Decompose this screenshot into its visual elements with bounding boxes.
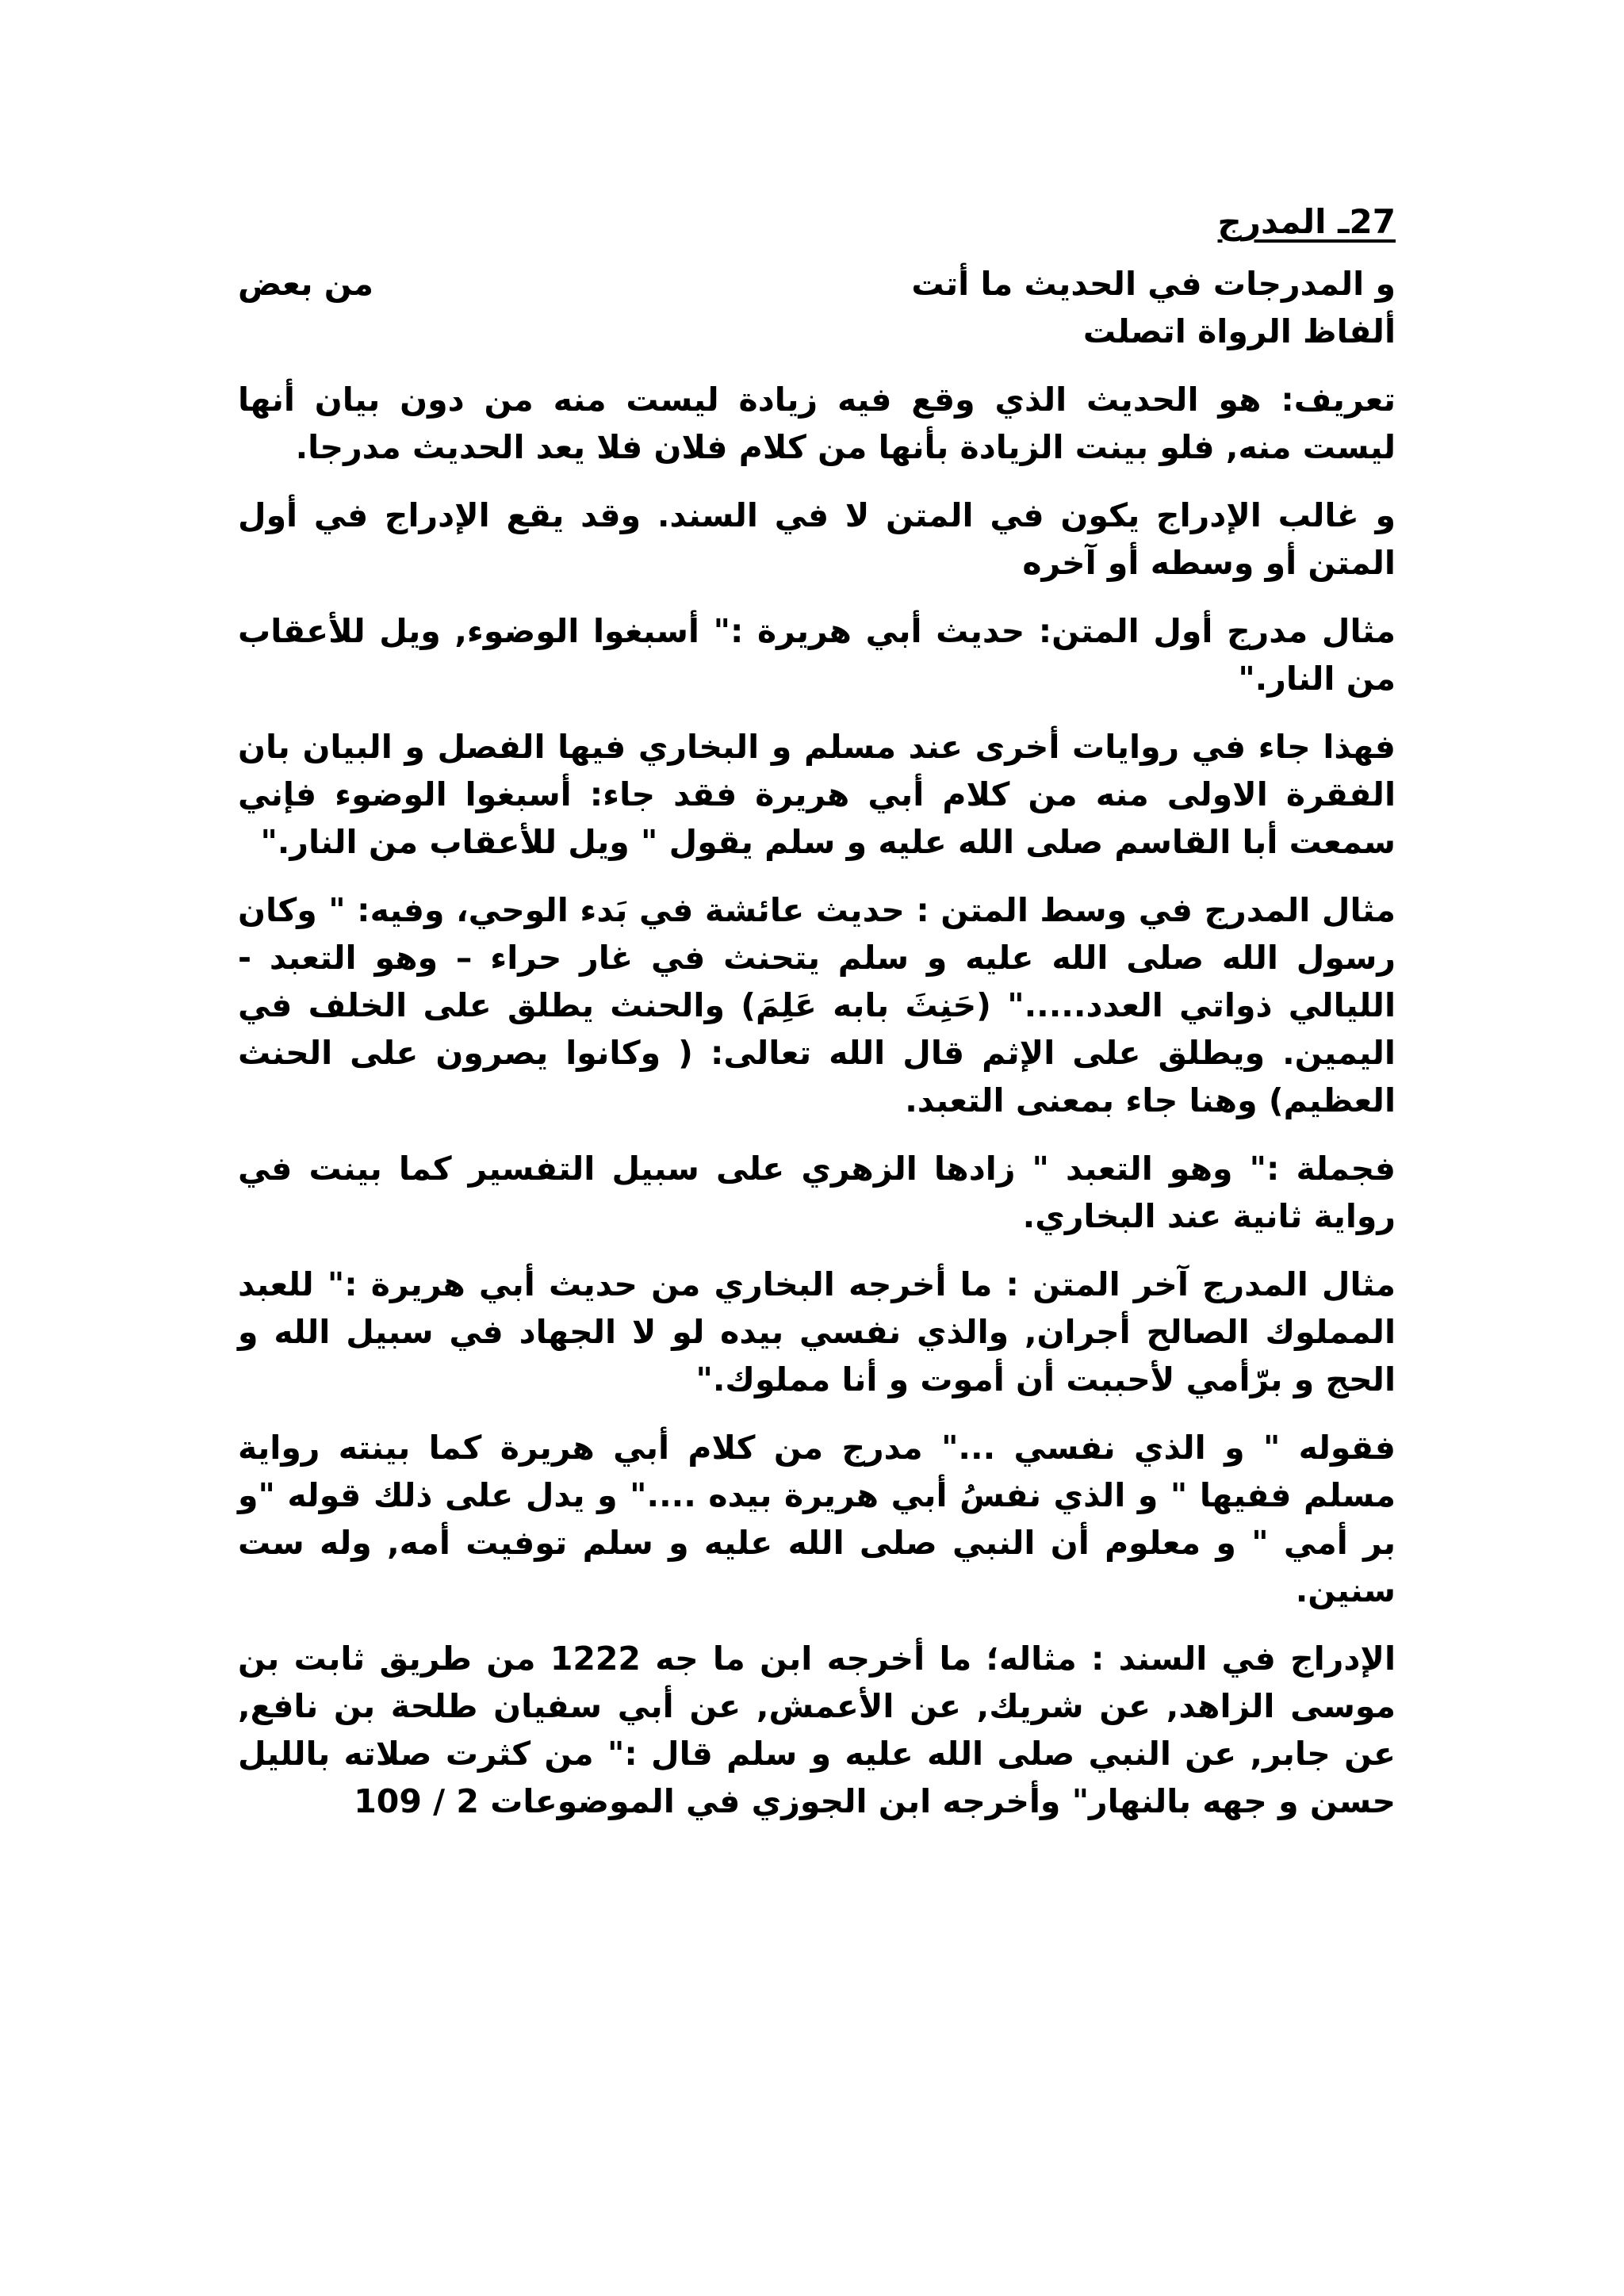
paragraph-explanation-end: فقوله " و الذي نفسي ..." مدرج من كلام أبي هريرة كما بينته رواية مسلم ففيها " و الذي نفسُ أبي هريرة بيده ...." و يدل على ذلك قوله "و بر أمي " و معلوم أن النبي صلى الله عليه و سلم توفيت أمه, وله ست سنين. — [238, 1429, 1396, 1609]
paragraph-idraj-in-sanad: الإدراج في السند : مثاله؛ ما أخرجه ابن ما جه 1222 من طريق ثابت بن موسى الزاهد, عن شريك, عن الأعمش, عن أبي سفيان طلحة بن نافع, عن جابر, عن النبي صلى الله عليه و سلم قال :" من كثرت صلاته بالليل حسن و جهه بالنهار" وأخرجه ابن الجوزي في الموضوعات 2 / 109 — [238, 1640, 1396, 1820]
paragraph-explanation-middle: فجملة :" وهو التعبد " زادها الزهري على سبيل التفسير كما بينت في رواية ثانية عند البخاري. — [238, 1150, 1396, 1235]
document-page — [238, 182, 1396, 1846]
paragraph-example-end: مثال المدرج آخر المتن : ما أخرجه البخاري من حديث أبي هريرة :" للعبد المملوك الصالح أجران, والذي نفسي بيده لو لا الجهاد في سبيل الله و الحج و برّأمي لأحببت أن أموت و أنا مملوك." — [238, 1265, 1396, 1399]
paragraph-example-middle: مثال المدرج في وسط المتن : حديث عائشة في بَدء الوحي، وفيه: " وكان رسول الله صلى الله عليه و سلم يتحنث في غار حراء – وهو التعبد - الليالي ذواتي العدد....." (حَنِثَ بابه عَلِمَ) والحنث يطلق على الخلف في اليمين. ويطلق على الإثم قال الله تعالى: ( وكانوا يصرون على الحنث العظيم) وهنا جاء بمعنى التعبد. — [238, 891, 1396, 1119]
verse-line-1 — [238, 260, 1396, 308]
paragraph-location: و غالب الإدراج يكون في المتن لا في السند. وقد يقع الإدراج في أول المتن أو وسطه أو آخره — [238, 496, 1396, 582]
poem-verse — [238, 260, 1396, 355]
verse-line-1-second-half: من بعض — [238, 265, 374, 303]
verse-line-2: ألفاظ الرواة اتصلت — [1082, 312, 1396, 350]
paragraph-definition: تعريف: هو الحديث الذي وقع فيه زيادة ليست منه من دون بيان أنها ليست منه, فلو بينت الزيادة بأنها من كلام فلان فلا يعد الحديث مدرجا. — [238, 381, 1396, 466]
section-title: 27ـ المدرج — [1217, 202, 1396, 241]
paragraph-example-beginning: مثال مدرج أول المتن: حديث أبي هريرة :" أسبغوا الوضوء, ويل للأعقاب من النار." — [238, 612, 1396, 698]
paragraph-explanation-beginning: فهذا جاء في روايات أخرى عند مسلم و البخاري فيها الفصل و البيان بان الفقرة الاولى منه من كلام أبي هريرة فقد جاء: أسبغوا الوضوء فإني سمعت أبا القاسم صلى الله عليه و سلم يقول " ويل للأعقاب من النار." — [238, 728, 1396, 861]
verse-line-1-first-half: و المدرجات في الحديث ما أتت — [911, 265, 1396, 303]
